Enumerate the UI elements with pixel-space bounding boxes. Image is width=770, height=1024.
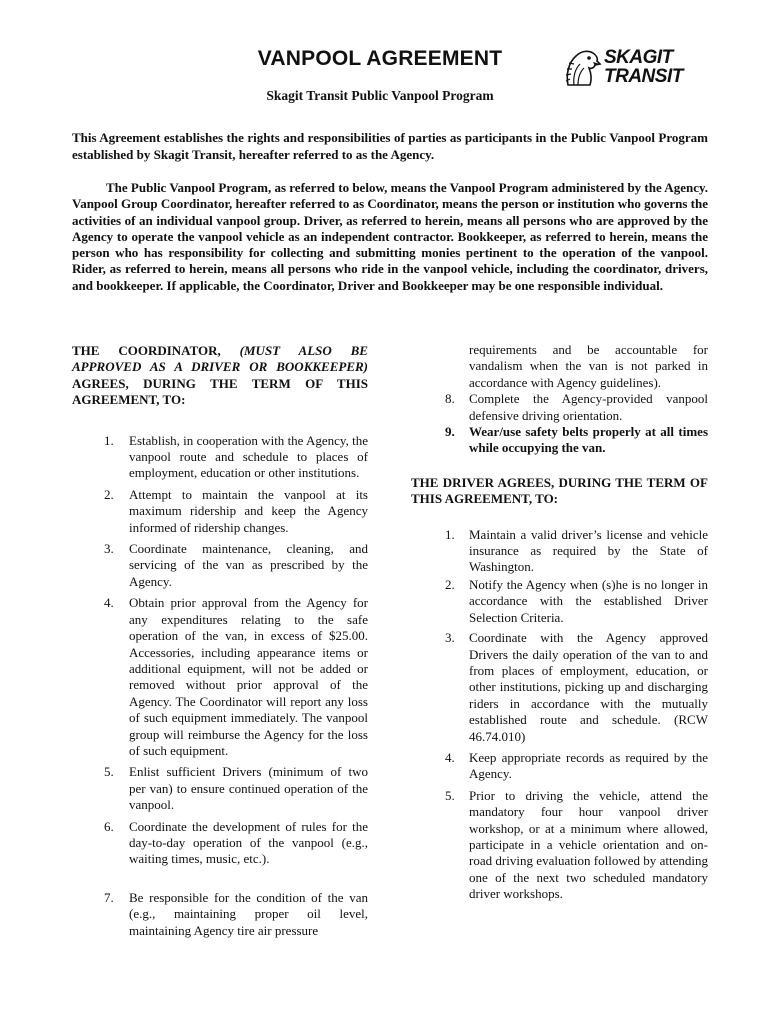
item-number: 3. [104, 541, 114, 557]
item-text: Attempt to maintain the vanpool at its maximum ridership and keep the Agency informed of ridership changes. [129, 486, 368, 535]
item-text: Keep appropriate records as required by the Agency. [469, 749, 708, 782]
item-number: 6. [104, 818, 114, 834]
item-text: Coordinate the development of rules for the day-to-day operation of the vanpool (e.g., waiting times, music, etc.). [129, 818, 368, 867]
item-text: Coordinate maintenance, cleaning, and servicing of the van as prescribed by the Agency. [129, 541, 368, 589]
item-text: Coordinate with the Agency approved Drivers the daily operation of the van to and from places of employment, education, or other institutions, picking up and discharging riders in accordance with the mutually established route and schedule. (RCW 46.74.010) [469, 630, 708, 744]
item-number: 5. [104, 764, 114, 780]
list-item [72, 541, 368, 590]
logo-line-2: TRANSIT [604, 66, 683, 87]
skagit-transit-logo [562, 44, 712, 90]
definitions-paragraph: The Public Vanpool Program, as referred to below, means the Vanpool Program administered by the Agency. Vanpool Group Coordinator, hereafter referred to as Coordinator, means the person or institution who governs the activities of an individual vanpool group. Driver, as referred to herein, means all persons who are approved by the Agency to operate the vanpool vehicle as an independent contractor. Bookkeeper, as referred to herein, means the person who has responsibility for collecting and submitting monies pertinent to the operation of the vanpool. Rider, as referred to herein, means all persons who ride in the vanpool vehicle, including the coordinator, drivers, and bookkeeper. If applicable, the Coordinator, Driver and Bookkeeper may be one responsible individual. [72, 180, 708, 293]
item-text: Notify the Agency when (s)he is no longer in accordance with the established Driver Selection Criteria. [469, 576, 708, 625]
item-text: Enlist sufficient Drivers (minimum of two per van) to ensure continued operation of the vanpool. [129, 764, 368, 813]
list-item [411, 424, 708, 457]
list-item-continued [411, 342, 708, 391]
item-number: 2. [445, 576, 455, 592]
item-text: Wear/use safety belts properly at all times while occupying the van. [469, 424, 708, 456]
item-text: Establish, in cooperation with the Agency, the vanpool route and schedule to places of employment, education or other institutions. [129, 432, 368, 481]
item-number: 7. [104, 889, 114, 905]
list-item [72, 764, 368, 813]
document-title: VANPOOL AGREEMENT [257, 47, 503, 70]
item-number: 4. [445, 749, 455, 765]
driver-list [411, 527, 708, 903]
list-item [72, 819, 368, 868]
list-item [411, 630, 708, 745]
right-column [411, 343, 708, 903]
list-item [411, 577, 708, 626]
logo-wordmark [604, 48, 683, 86]
coordinator-list [72, 433, 368, 939]
coordinator-heading-part-1: THE COORDINATOR, [72, 343, 240, 358]
list-item [72, 595, 368, 759]
item-number: 1. [445, 526, 455, 542]
item-number: 8. [445, 391, 455, 407]
item-number: 1. [104, 432, 114, 448]
list-item [72, 890, 368, 939]
logo-line-1: SKAGIT [604, 47, 673, 68]
coordinator-heading-note: (MUST ALSO BE APPROVED AS A DRIVER OR BOOKKEEPER) [72, 343, 368, 375]
item-text: Prior to driving the vehicle, attend the mandatory four hour vanpool driver workshop, or at a minimum where allowed, participate in a vehicle orientation and on-road driving evaluation followed by attending one of the next two scheduled mandatory driver workshops. [469, 787, 708, 902]
item-number: 5. [445, 787, 455, 803]
list-item [411, 527, 708, 576]
item-number: 4. [104, 595, 114, 611]
intro-paragraph: This Agreement establishes the rights and responsibilities of parties as participants in the Public Vanpool Program established by Skagit Transit, hereafter referred to as the Agency. [72, 130, 708, 162]
list-item [72, 487, 368, 536]
item-text: requirements and be accountable for vandalism when the van is not parked in accordance with Agency guidelines). [469, 342, 708, 390]
document-subtitle: Skagit Transit Public Vanpool Program [266, 88, 494, 103]
coordinator-section [72, 343, 368, 939]
driver-heading: THE DRIVER AGREES, DURING THE TERM OF THIS AGREEMENT, TO: [411, 474, 708, 507]
item-text: Be responsible for the condition of the van (e.g., maintaining proper oil level, maintaining Agency tire air pressure [129, 889, 368, 938]
list-item [411, 750, 708, 783]
item-number: 3. [445, 630, 455, 646]
coordinator-heading [72, 343, 368, 409]
coordinator-heading-part-2: AGREES, DURING THE TERM OF THIS AGREEMENT, TO: [72, 375, 368, 408]
item-number: 2. [104, 486, 114, 502]
item-text: Complete the Agency-provided vanpool defensive driving orientation. [469, 391, 708, 423]
list-item [411, 391, 708, 424]
item-text: Maintain a valid driver’s license and vehicle insurance as required by the State of Washington. [469, 526, 708, 575]
coordinator-list-continued [411, 342, 708, 457]
item-text: Obtain prior approval from the Agency for any expenditures relating to the safe operation of the van, in excess of $25.00. Accessories, including appearance items or additional equipment, will not be added or removed without prior approval of the Agency. The Coordinator will report any loss of such equipment immediately. The vanpool group will reimburse the Agency for the loss of such equipment. [129, 595, 368, 758]
item-number: 9. [445, 424, 455, 440]
eagle-head-icon [562, 45, 602, 89]
list-item [72, 433, 368, 482]
list-item [411, 788, 708, 903]
